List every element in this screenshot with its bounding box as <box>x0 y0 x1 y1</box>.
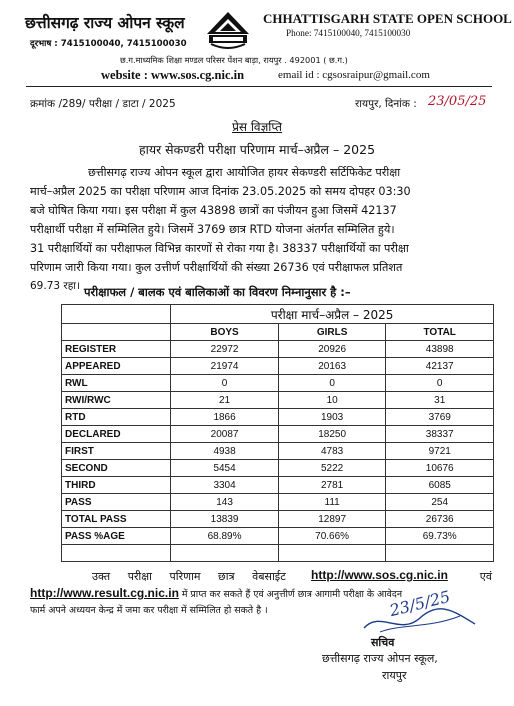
cell-boys: 21 <box>171 392 279 409</box>
cell-girls: 20926 <box>278 341 386 358</box>
cell-boys: 3304 <box>171 477 279 494</box>
body-line: 31 परीक्षार्थियों का परीक्षाफल विभिन्न कारणों से रोका गया है। 38337 परीक्षार्थियों का परीक्षा <box>30 242 409 255</box>
footer-line-1 <box>92 569 492 584</box>
cell-girls: 111 <box>278 494 386 511</box>
table-row <box>62 409 494 426</box>
website-link-sos[interactable]: http://www.sos.cg.nic.in <box>311 568 448 582</box>
phone-english: Phone: 7415100040, 7415100030 <box>286 28 411 38</box>
empty-cell <box>278 545 386 562</box>
reference-number: क्रमांक /289/ परीक्षा / डाटा / 2025 <box>30 98 176 110</box>
email[interactable]: email id : cgsosraipur@gmail.com <box>278 69 430 81</box>
empty-cell <box>62 545 171 562</box>
table-row <box>62 358 494 375</box>
cell-girls: 5222 <box>278 460 386 477</box>
cell-girls: 0 <box>278 375 386 392</box>
school-logo <box>205 10 251 52</box>
row-label: RWL <box>62 375 171 392</box>
row-label: TOTAL PASS <box>62 511 171 528</box>
cell-total: 0 <box>386 375 494 392</box>
table-corner-cell <box>62 324 171 341</box>
row-label: SECOND <box>62 460 171 477</box>
table-group-header: परीक्षा मार्च–अप्रैल – 2025 <box>171 305 494 324</box>
address-hindi: छ.ग.माध्यमिक शिक्षा मण्डल परिसर पेंशन बाड़ा, रायपुर . 492001 ( छ.ग.) <box>120 55 348 65</box>
table-group-header-row <box>62 305 494 324</box>
footer-text: में प्राप्त कर सकते हैं एवं अनुत्तीर्ण छात्र आगामी परीक्षा के आवेदन <box>181 589 403 600</box>
row-label: DECLARED <box>62 426 171 443</box>
row-label: RWI/RWC <box>62 392 171 409</box>
cell-total: 43898 <box>386 341 494 358</box>
footer-text-tail: एवं <box>479 570 492 583</box>
cell-girls: 70.66% <box>278 528 386 545</box>
column-header-total: TOTAL <box>386 324 494 341</box>
website-link-result[interactable]: http://www.result.cg.nic.in <box>30 586 179 600</box>
cell-girls: 4783 <box>278 443 386 460</box>
notice-title: प्रेस विज्ञप्ति <box>232 120 282 134</box>
result-table <box>61 304 494 562</box>
cell-girls: 1903 <box>278 409 386 426</box>
table-row <box>62 477 494 494</box>
cell-boys: 20087 <box>171 426 279 443</box>
signatory-org: छत्तीसगढ़ राज्य ओपन स्कूल, <box>322 652 438 665</box>
empty-cell <box>171 545 279 562</box>
body-line: बजे घोषित किया गया। इस परीक्षा में कुल 43898 छात्रों का पंजीयन हुआ जिसमें 42137 <box>30 204 397 217</box>
table-row <box>62 528 494 545</box>
body-line: 69.73 रहा। <box>30 280 80 292</box>
cell-total: 254 <box>386 494 494 511</box>
column-header-girls: GIRLS <box>278 324 386 341</box>
notice-body <box>30 163 492 296</box>
org-name-english: CHHATTISGARH STATE OPEN SCHOOL <box>263 11 512 26</box>
table-row <box>62 443 494 460</box>
table-row <box>62 341 494 358</box>
table-row <box>62 460 494 477</box>
table-empty-row <box>62 545 494 562</box>
table-column-header-row <box>62 324 494 341</box>
cell-girls: 20163 <box>278 358 386 375</box>
cell-total: 31 <box>386 392 494 409</box>
row-label: APPEARED <box>62 358 171 375</box>
row-label: PASS <box>62 494 171 511</box>
table-row <box>62 494 494 511</box>
org-name-hindi: छत्तीसगढ़ राज्य ओपन स्कूल <box>25 14 185 32</box>
row-label: RTD <box>62 409 171 426</box>
cell-total: 38337 <box>386 426 494 443</box>
table-caption: परीक्षाफल / बालक एवं बालिकाओं का विवरण निम्नानुसार है :– <box>84 285 351 299</box>
cell-boys: 4938 <box>171 443 279 460</box>
header-divider <box>26 86 492 87</box>
table-row <box>62 511 494 528</box>
cell-girls: 18250 <box>278 426 386 443</box>
cell-boys: 143 <box>171 494 279 511</box>
handwritten-date: 23/05/25 <box>428 94 487 109</box>
empty-cell <box>386 545 494 562</box>
footer-line-3: फार्म अपने अध्ययन केन्द्र में जमा कर परीक्षा में सम्मिलित हो सकते है । <box>30 605 268 616</box>
cell-girls: 12897 <box>278 511 386 528</box>
cell-total: 6085 <box>386 477 494 494</box>
cell-girls: 2781 <box>278 477 386 494</box>
signatory-city: रायपुर <box>382 669 407 682</box>
cell-boys: 13839 <box>171 511 279 528</box>
website[interactable]: website : www.sos.cg.nic.in <box>101 68 245 82</box>
column-header-boys: BOYS <box>171 324 279 341</box>
table-row <box>62 375 494 392</box>
cell-total: 42137 <box>386 358 494 375</box>
body-line: परिणाम जारी किया गया। कुल उत्तीर्ण परीक्षार्थियों की संख्या 26736 एवं परीक्षाफल प्रतिशत <box>30 261 403 274</box>
body-line: मार्च–अप्रैल 2025 का परीक्षा परिणाम आज दिनांक 23.05.2025 को समय दोपहर 03:30 <box>30 185 411 198</box>
cell-boys: 21974 <box>171 358 279 375</box>
cell-boys: 22972 <box>171 341 279 358</box>
notice-subject: हायर सेकण्डरी परीक्षा परिणाम मार्च–अप्रैल – 2025 <box>138 142 376 157</box>
cell-total: 26736 <box>386 511 494 528</box>
signature-mark <box>360 606 480 636</box>
cell-boys: 1866 <box>171 409 279 426</box>
table-row <box>62 426 494 443</box>
table-corner-cell <box>62 305 171 324</box>
row-label: FIRST <box>62 443 171 460</box>
cell-total: 9721 <box>386 443 494 460</box>
cell-total: 69.73% <box>386 528 494 545</box>
cell-total: 10676 <box>386 460 494 477</box>
row-label: THIRD <box>62 477 171 494</box>
signatory-title: सचिव <box>371 636 395 649</box>
cell-boys: 5454 <box>171 460 279 477</box>
cell-girls: 10 <box>278 392 386 409</box>
signature-date: 23/5/25 <box>387 586 453 621</box>
cell-total: 3769 <box>386 409 494 426</box>
phone-hindi: दूरभाष : 7415100040, 7415100030 <box>30 39 187 49</box>
row-label: REGISTER <box>62 341 171 358</box>
cell-boys: 0 <box>171 375 279 392</box>
footer-text: उक्त परीक्षा परिणाम छात्र वेबसाईट <box>92 570 286 583</box>
table-row <box>62 392 494 409</box>
row-label: PASS %AGE <box>62 528 171 545</box>
place-date-label: रायपुर, दिनांक : <box>355 98 417 110</box>
body-line: परीक्षार्थी परीक्षा में सम्मिलित हुये। जिसमें 3769 छात्र RTD योजना अंतर्गत सम्मिलित हुये। <box>30 223 395 236</box>
body-line: छत्तीसगढ़ राज्य ओपन स्कूल द्वारा आयोजित हायर सेकण्डरी सर्टिफिकेट परीक्षा <box>88 166 401 179</box>
cell-boys: 68.89% <box>171 528 279 545</box>
